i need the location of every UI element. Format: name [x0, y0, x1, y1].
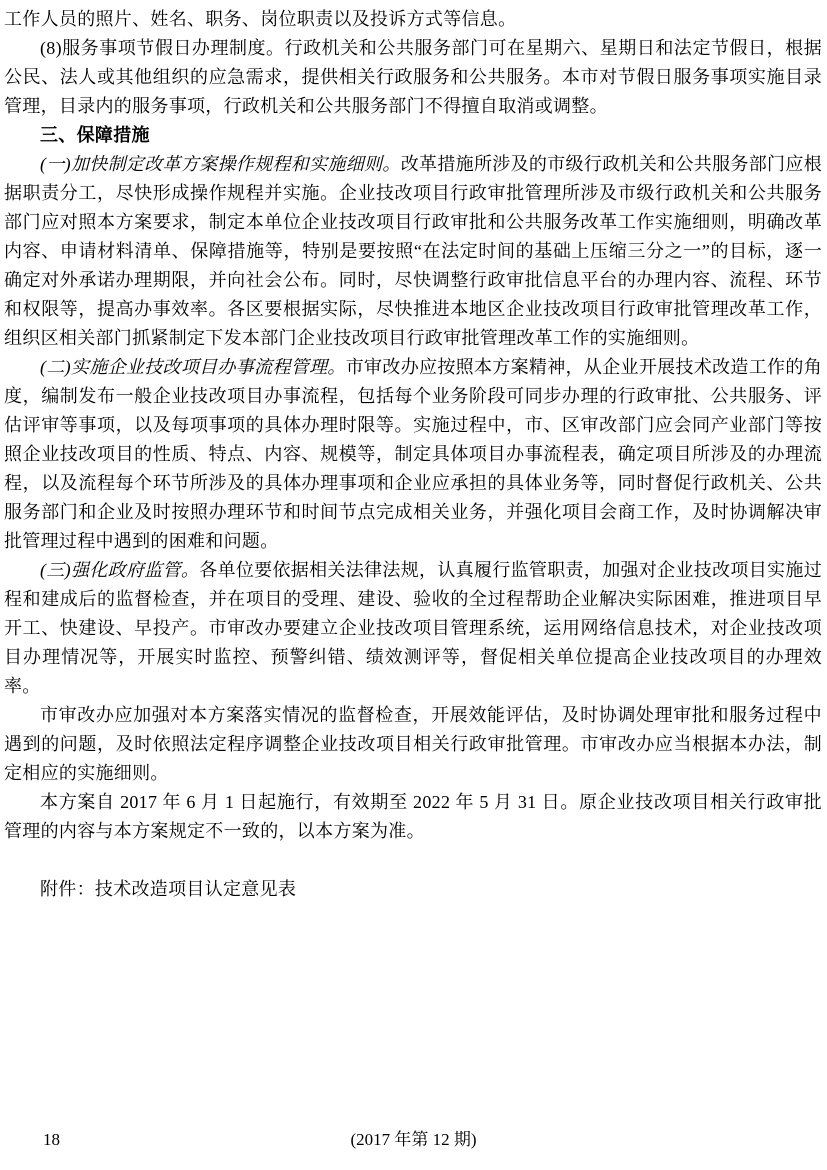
paragraph-continuation — [4, 5, 822, 34]
text-run: (二)实施企业技改项目办事流程管理。 — [40, 357, 346, 377]
paragraph-measure-1 — [4, 150, 822, 353]
paragraph-item-8 — [4, 34, 822, 121]
text-run: (三)强化政府监管。 — [40, 560, 200, 580]
text-run: 工作人员的照片、姓名、职务、岗位职责以及投诉方式等信息。 — [4, 9, 517, 29]
paragraph-effective-date — [4, 788, 822, 846]
text-run: 市审改办应按照本方案精神，从企业开展技术改造工作的角度，编制发布一般企业技改项目办事流程，包括每个业务阶段可同步办理的行政审批、公共服务、评估评审等事项，以及每项事项的具体办理时限等。实施过程中，市、区审改部门应会同产业部门等按照企业技改项目的性质、特点、内容、规模等，制定具体项目办事流程表，确定项目所涉及的办理流程，以及流程每个环节所涉及的具体办理事项和企业应承担的具体业务等，同时督促行政机关、公共服务部门和企业及时按照办理环节和时间节点完成相关业务，并强化项目会商工作，及时协调解决审批管理过程中遇到的困难和问题。 — [4, 357, 822, 551]
text-run: (一)加快制定改革方案操作规程和实施细则。 — [40, 154, 401, 174]
paragraph-measure-3 — [4, 556, 822, 701]
section-heading — [4, 121, 822, 150]
paragraph-attachment — [4, 875, 822, 904]
text-run: 市审改办应加强对本方案落实情况的监督检查，开展效能评估，及时协调处理审批和服务过程中遇到的问题，及时依照法定程序调整企业技改项目相关行政审批管理。市审改办应当根据本办法，制定相应的实施细则。 — [4, 705, 822, 783]
paragraph-supervision — [4, 701, 822, 788]
text-run: 改革措施所涉及的市级行政机关和公共服务部门应根据职责分工，尽快形成操作规程并实施。企业技改项目行政审批管理所涉及市级行政机关和公共服务部门应对照本方案要求，制定本单位企业技改项目行政审批和公共服务改革工作实施细则，明确改革内容、申请材料清单、保障措施等，特别是要按照“在法定时间的基础上压缩三分之一”的目标，逐一确定对外承诺办理期限，并向社会公布。同时，尽快调整行政审批信息平台的办理内容、流程、环节和权限等，提高办事效率。各区要根据实际，尽快推进本地区企业技改项目行政审批管理改革工作，组织区相关部门抓紧制定下发本部门企业技改项目行政审批管理改革工作的实施细则。 — [4, 154, 822, 348]
page-number: 18 — [43, 1130, 60, 1149]
text-run: (8)服务事项节假日办理制度。行政机关和公共服务部门可在星期六、星期日和法定节假日，根据公民、法人或其他组织的应急需求，提供相关行政服务和公共服务。本市对节假日服务事项实施目录管理，目录内的服务事项，行政机关和公共服务部门不得擅自取消或调整。 — [4, 38, 822, 116]
paragraph-measure-2 — [4, 353, 822, 556]
text-run: 各单位要依据相关法律法规，认真履行监管职责，加强对企业技改项目实施过程和建成后的监督检查，并在项目的受理、建设、验收的全过程帮助企业解决实际困难，推进项目早开工、快建设、早投产。市审改办要建立企业技改项目管理系统，运用网络信息技术，对企业技改项目办理情况等，开展实时监控、预警纠错、绩效测评等，督促相关单位提高企业技改项目的办理效率。 — [4, 560, 822, 696]
document-body — [4, 5, 822, 904]
text-run: 三、保障措施 — [40, 125, 150, 145]
issue-label: (2017 年第 12 期) — [350, 1130, 477, 1149]
text-run: 本方案自 2017 年 6 月 1 日起施行，有效期至 2022 年 5 月 31 日。原企业技改项目相关行政审批管理的内容与本方案规定不一致的，以本方案为准。 — [4, 792, 822, 841]
text-run: 附件：技术改造项目认定意见表 — [40, 879, 297, 899]
